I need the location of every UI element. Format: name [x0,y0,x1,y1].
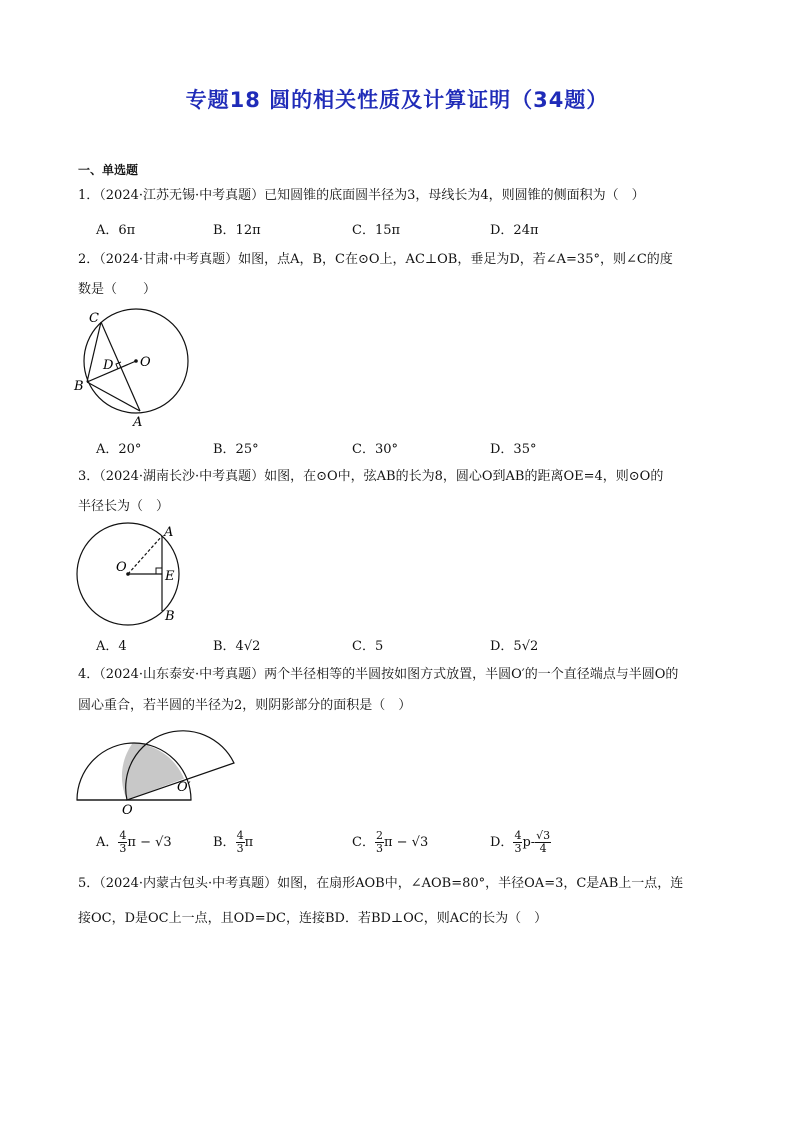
q2-option-c[interactable]: C．30° [352,442,398,457]
q3-label-o: O [116,560,127,575]
q3-option-c[interactable]: C．5 [352,639,384,654]
q2-label-d: D [103,358,114,373]
q1-option-d[interactable]: D．24π [490,223,539,238]
q2-option-a[interactable]: A．20° [96,442,142,457]
q4-text-line1: 4．（2024·山东泰安·中考真题）两个半径相等的半圆按如图方式放置，半圆O′的一个直径端点与半圆O的 [78,667,679,682]
q4-option-c[interactable]: C． $\frac{2}{3}$ π − √3 [352,829,429,855]
q3-text-line2: 半径长为（ ） [78,499,170,514]
q5-text-line1: 5．（2024·内蒙古包头·中考真题）如图，在扇形AOB中，∠AOB=80°，半径OA=3，C是AB上一点，连 [78,876,684,891]
q2-label-a: A [133,415,143,430]
q4-label-o-prime: O′ [177,780,191,795]
page-title: 专题18 圆的相关性质及计算证明（34题） [185,88,609,112]
q2-option-d[interactable]: D．35° [490,442,537,457]
q2-text-line2: 数是（ ） [78,282,157,297]
q4-option-d[interactable]: D． $\frac{4}{3}$ p- $\frac{√3}{4}$ [490,829,551,855]
q5-text-line2: 接OC，D是OC上一点，且OD=DC，连接BD．若BD⊥OC，则AC的长为（ ） [78,911,548,926]
q1-option-c[interactable]: C．15π [352,223,401,238]
q1-option-b[interactable]: B．12π [213,223,261,238]
q1-option-a[interactable]: A．6π [96,223,136,238]
section-heading: 一、单选题 [78,163,139,177]
q1-text: 1．（2024·江苏无锡·中考真题）已知圆锥的底面圆半径为3，母线长为4，则圆锥的侧面积为（ ） [78,188,645,203]
q2-text-line1: 2．（2024·甘肃·中考真题）如图，点A，B，C在⊙O上，AC⊥OB，垂足为D，若∠A=35°，则∠C的度 [78,252,673,267]
q4-label-o: O [122,803,133,818]
q3-text-line1: 3．（2024·湖南长沙·中考真题）如图，在⊙O中，弦AB的长为8，圆心O到AB的距离OE=4，则⊙O的 [78,469,664,484]
q3-option-b[interactable]: B．4√2 [213,639,261,654]
q2-label-o: O [140,355,151,370]
q3-label-e: E [165,569,175,584]
q4-option-a[interactable]: A． $\frac{4}{3}$ π − √3 [96,829,172,855]
q4-option-b[interactable]: B． $\frac{4}{3}$ π [213,829,254,855]
q3-label-b: B [165,609,175,624]
q2-figure [70,305,200,430]
q4-text-line2: 圆心重合，若半圆的半径为2，则阴影部分的面积是（ ） [78,698,412,713]
q3-label-a: A [164,525,174,540]
q3-option-a[interactable]: A．4 [96,639,127,654]
q4-figure [74,728,264,820]
q2-label-c: C [89,311,99,326]
q3-option-d[interactable]: D．5√2 [490,639,539,654]
q3-figure [70,522,195,627]
q2-label-b: B [74,379,84,394]
q2-option-b[interactable]: B．25° [213,442,259,457]
